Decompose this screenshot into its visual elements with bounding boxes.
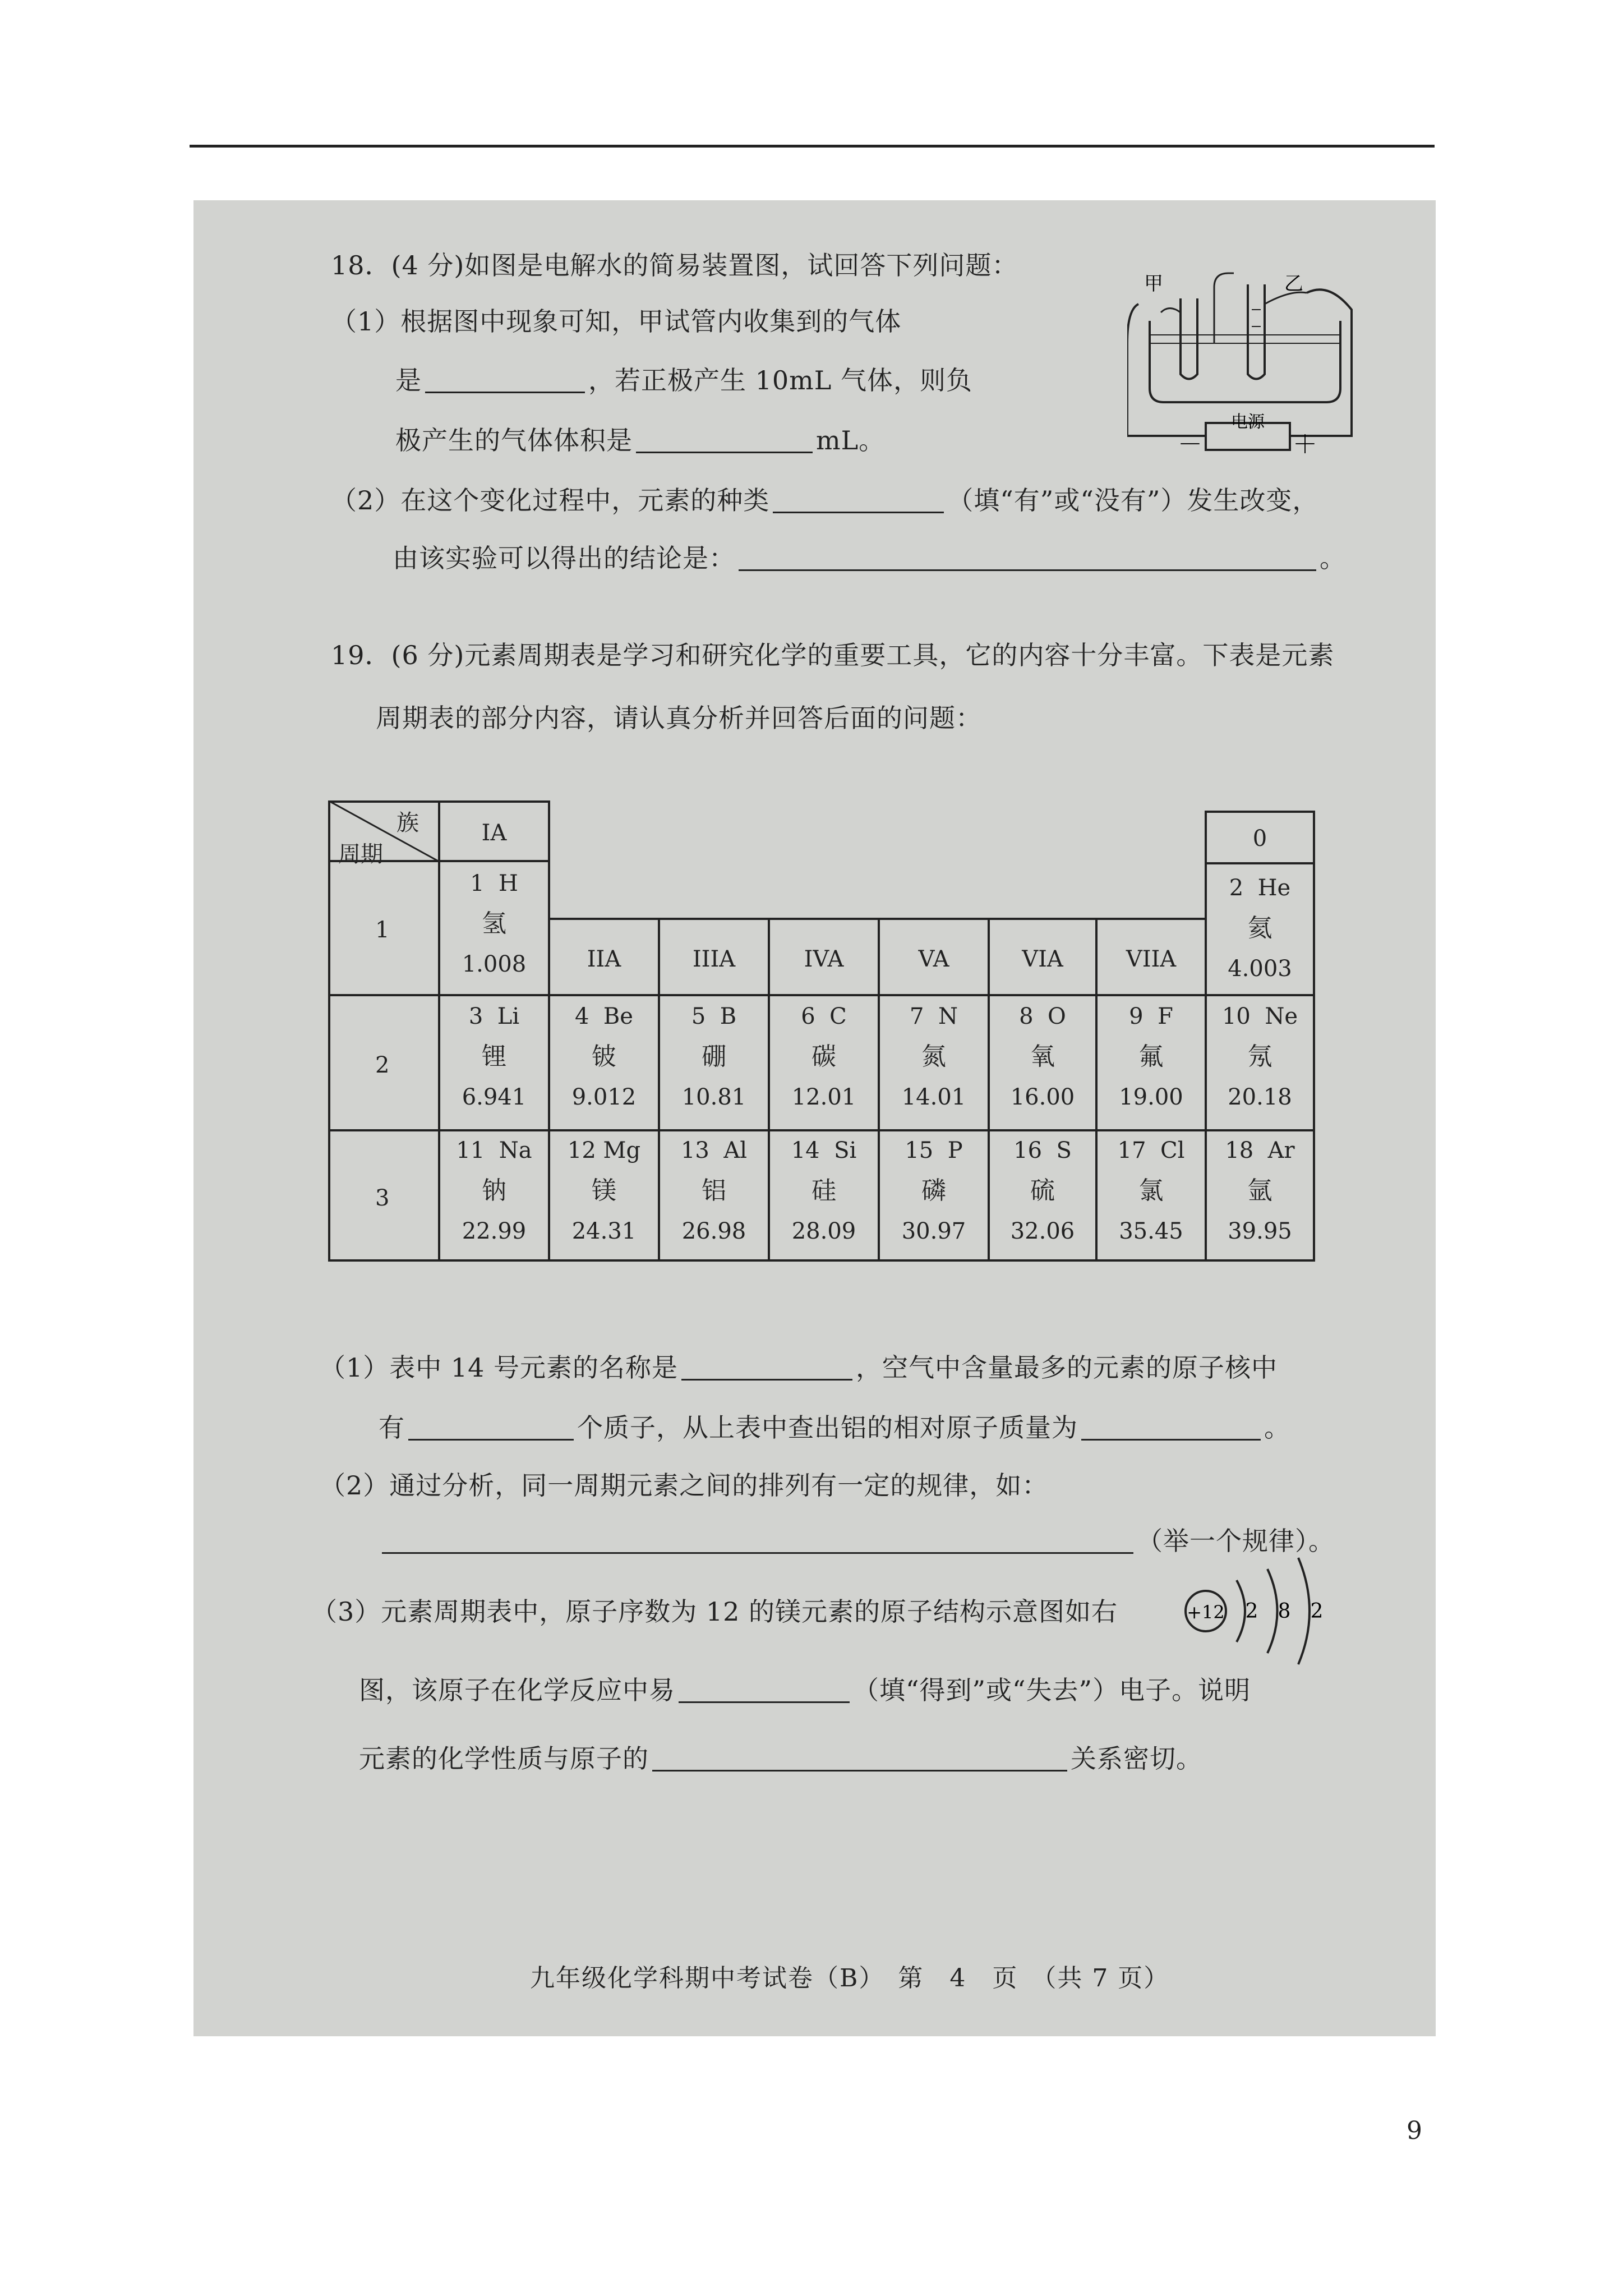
- element-ne-name: 氖: [1247, 1042, 1272, 1071]
- element-p-mass: 30.97: [901, 1218, 966, 1244]
- label-yi: 乙: [1284, 273, 1303, 295]
- element-be-name: 铍: [592, 1042, 616, 1071]
- element-n-number-symbol: 7 N: [910, 1004, 958, 1029]
- element-cell-h: [438, 860, 550, 996]
- element-na-name: 钠: [482, 1176, 506, 1205]
- group-header-va-cell: [878, 918, 990, 996]
- corner-group-label: 族: [396, 810, 419, 836]
- element-al-mass: 26.98: [681, 1218, 746, 1244]
- element-s-name: 硫: [1030, 1176, 1055, 1205]
- element-cell-f: [1095, 994, 1207, 1131]
- element-cell-cl: [1095, 1129, 1207, 1262]
- scanned-page-photo: [193, 200, 1436, 2036]
- element-b-mass: 10.81: [681, 1084, 746, 1110]
- element-he-name: 氦: [1247, 914, 1272, 942]
- q18-blank-element[interactable]: [773, 489, 944, 513]
- q19-s1-line2-c: 。: [1264, 1412, 1290, 1443]
- element-cell-ne: [1205, 994, 1315, 1131]
- period-1-label: 1: [375, 917, 390, 943]
- group-header-va: VA: [918, 946, 949, 972]
- q19-s1-line1-a: （1）表中 14 号元素的名称是: [320, 1352, 679, 1383]
- q19-blank-electron[interactable]: [679, 1679, 850, 1703]
- periodic-table: [328, 800, 1315, 1266]
- group-header-via: VIA: [1022, 946, 1063, 972]
- label-power: 电源: [1231, 412, 1265, 432]
- element-he-number-symbol: 2 He: [1229, 875, 1291, 901]
- group-header-ia: IA: [481, 820, 507, 846]
- element-si-name: 硅: [811, 1176, 836, 1205]
- element-c-mass: 12.01: [791, 1084, 856, 1110]
- q19-blank-structure[interactable]: [652, 1747, 1067, 1772]
- element-cell-o: [988, 994, 1098, 1131]
- q19-s2-line1: （2）通过分析，同一周期元素之间的排列有一定的规律，如：: [320, 1470, 1049, 1501]
- label-jia: 甲: [1144, 273, 1163, 295]
- element-cell-be: [548, 994, 660, 1131]
- element-ne-number-symbol: 10 Ne: [1221, 1004, 1298, 1029]
- element-s-number-symbol: 16 S: [1013, 1138, 1072, 1163]
- q18-p2-line2-b: 。: [1320, 543, 1346, 573]
- group-header-iia-cell: [548, 918, 660, 996]
- group-header-iia: IIA: [587, 946, 621, 972]
- atom-shell-1-count: 2: [1245, 1600, 1258, 1623]
- group-header-ia-cell: [438, 800, 550, 862]
- element-ne-mass: 20.18: [1228, 1084, 1292, 1110]
- element-al-name: 铝: [702, 1176, 726, 1205]
- q19-blank-element-name[interactable]: [681, 1356, 852, 1381]
- q18-p2-line1-a: （2）在这个变化过程中，元素的种类: [331, 485, 770, 516]
- group-header-iva-cell: [768, 918, 880, 996]
- q19-s1-line2: [379, 1412, 1290, 1443]
- q18-p1-line1: （1）根据图中现象可知，甲试管内收集到的气体: [331, 306, 902, 337]
- element-h-mass: 1.008: [462, 951, 527, 977]
- q19-s3-line2: [359, 1677, 1251, 1703]
- element-cell-al: [658, 1129, 770, 1262]
- q18-stem: 18．(4 分)如图是电解水的简易装置图，试回答下列问题：: [331, 250, 1018, 280]
- header-rule: [190, 145, 1435, 148]
- element-he-mass: 4.003: [1228, 956, 1292, 982]
- atom-shell-3-count: 2: [1310, 1600, 1324, 1623]
- period-1-label-cell: [328, 860, 440, 996]
- element-si-mass: 28.09: [791, 1218, 856, 1244]
- element-o-mass: 16.00: [1010, 1084, 1075, 1110]
- q18-blank-conclusion[interactable]: [739, 547, 1316, 571]
- corner-period-label: 周期: [338, 841, 383, 867]
- q19-blank-rule[interactable]: [382, 1530, 1133, 1554]
- element-cell-n: [878, 994, 990, 1131]
- element-cl-number-symbol: 17 Cl: [1117, 1138, 1185, 1163]
- page-footer: 九年级化学科期中考试卷（B） 第 4 页 （共 7 页）: [530, 1964, 1170, 1993]
- electrolysis-apparatus-figure: [1127, 259, 1363, 467]
- element-f-name: 氟: [1138, 1042, 1164, 1071]
- q18-blank-gas[interactable]: [425, 369, 585, 393]
- atom-shell-2-count: 8: [1278, 1600, 1291, 1623]
- element-si-number-symbol: 14 Si: [791, 1138, 857, 1163]
- q19-s3-line3: [359, 1743, 1202, 1774]
- element-cell-p: [878, 1129, 990, 1262]
- element-b-number-symbol: 5 B: [691, 1004, 737, 1029]
- group-header-viia: VIIA: [1126, 946, 1177, 972]
- element-c-number-symbol: 6 C: [801, 1004, 847, 1029]
- element-p-number-symbol: 15 P: [905, 1138, 963, 1163]
- element-na-mass: 22.99: [462, 1218, 527, 1244]
- group-header-iva: IVA: [804, 946, 844, 972]
- q18-p2-line2: [393, 545, 1346, 571]
- element-cell-na: [438, 1129, 550, 1262]
- element-f-number-symbol: 9 F: [1129, 1004, 1173, 1029]
- element-cell-li: [438, 994, 550, 1131]
- element-h-number-symbol: 1 H: [470, 871, 518, 896]
- q19-blank-al-mass[interactable]: [1081, 1416, 1261, 1441]
- group-header-0-cell: [1205, 811, 1315, 864]
- q19-s3-line2-b: （填“得到”或“失去”）电子。说明: [853, 1675, 1251, 1705]
- group-header-iiia: IIIA: [692, 946, 736, 972]
- element-be-mass: 9.012: [571, 1084, 637, 1110]
- element-al-number-symbol: 13 Al: [680, 1138, 748, 1163]
- element-cl-name: 氯: [1138, 1176, 1164, 1205]
- q18-p1-line3: [395, 427, 885, 453]
- element-o-number-symbol: 8 O: [1019, 1004, 1066, 1029]
- q19-s1-line1: [320, 1352, 1278, 1383]
- element-ar-mass: 39.95: [1228, 1218, 1292, 1244]
- element-ar-number-symbol: 18 Ar: [1225, 1138, 1295, 1163]
- element-cell-he: [1205, 862, 1315, 996]
- element-mg-name: 镁: [592, 1176, 616, 1205]
- element-mg-number-symbol: 12 Mg: [567, 1138, 641, 1163]
- element-o-name: 氧: [1030, 1042, 1055, 1071]
- element-s-mass: 32.06: [1010, 1218, 1075, 1244]
- period-3-label-cell: [328, 1129, 440, 1262]
- group-header-viia-cell: [1095, 918, 1207, 996]
- element-cell-si: [768, 1129, 880, 1262]
- q18-p2-line2-a: 由该实验可以得出的结论是：: [393, 543, 735, 573]
- table-corner-cell: [328, 800, 440, 867]
- element-mg-mass: 24.31: [571, 1218, 637, 1244]
- element-n-name: 氮: [921, 1042, 946, 1071]
- q18-blank-volume[interactable]: [636, 429, 813, 453]
- mg-atom-structure-diagram: [1183, 1555, 1329, 1667]
- element-cell-mg: [548, 1129, 660, 1262]
- q18-p1-line2: [395, 367, 972, 393]
- minus-sign: －: [1178, 430, 1202, 459]
- q19-s2-line2-b: （举一个规律）。: [1137, 1526, 1335, 1556]
- element-f-mass: 19.00: [1119, 1084, 1183, 1110]
- atom-nucleus-label: +12: [1187, 1602, 1225, 1623]
- element-ar-name: 氩: [1247, 1176, 1272, 1205]
- element-b-name: 硼: [702, 1042, 726, 1071]
- q19-stem-line1: 19．(6 分)元素周期表是学习和研究化学的重要工具，它的内容十分丰富。下表是元素: [331, 640, 1335, 670]
- q19-s3-line3-b: 关系密切。: [1071, 1743, 1202, 1774]
- element-li-mass: 6.941: [462, 1084, 527, 1110]
- element-cell-ar: [1205, 1129, 1315, 1262]
- group-header-via-cell: [988, 918, 1098, 996]
- q18-p2-line1-b: （填“有”或“没有”）发生改变，: [947, 485, 1319, 516]
- q19-s1-line1-b: ，空气中含量最多的元素的原子核中: [856, 1352, 1278, 1383]
- element-be-number-symbol: 4 Be: [575, 1004, 633, 1029]
- element-cell-s: [988, 1129, 1098, 1262]
- q19-s1-line2-a: 有: [379, 1412, 405, 1443]
- q18-p1-line3-b: mL。: [816, 425, 886, 455]
- element-n-mass: 14.01: [901, 1084, 966, 1110]
- group-header-0: 0: [1252, 826, 1267, 852]
- element-li-number-symbol: 3 Li: [468, 1004, 520, 1029]
- q19-s1-line2-b: 个质子，从上表中查出铝的相对原子质量为: [577, 1412, 1078, 1443]
- period-2-label-cell: [328, 994, 440, 1131]
- element-cell-c: [768, 994, 880, 1131]
- period-2-label: 2: [375, 1052, 390, 1078]
- q18-p2-line1: [331, 485, 1319, 516]
- element-h-name: 氢: [482, 909, 506, 938]
- element-cell-b: [658, 994, 770, 1131]
- element-li-name: 锂: [482, 1042, 506, 1071]
- q19-blank-protons[interactable]: [408, 1416, 574, 1441]
- period-3-label: 3: [375, 1185, 390, 1211]
- plus-sign: ＋: [1293, 430, 1317, 459]
- element-cl-mass: 35.45: [1119, 1218, 1183, 1244]
- element-p-name: 磷: [921, 1176, 946, 1205]
- element-c-name: 碳: [811, 1042, 836, 1071]
- q19-s3-line3-a: 元素的化学性质与原子的: [359, 1743, 649, 1774]
- element-na-number-symbol: 11 Na: [456, 1138, 532, 1163]
- q18-p1-line2-b: ，若正极产生 10mL 气体，则负: [588, 365, 972, 395]
- q19-s3-line2-a: 图，该原子在化学反应中易: [359, 1675, 675, 1705]
- q18-p1-line2-a: 是: [395, 365, 422, 395]
- q19-s2-line2: [379, 1528, 1335, 1554]
- q19-stem-line2: 周期表的部分内容，请认真分析并回答后面的问题：: [376, 703, 982, 733]
- q19-s3-line1: （3）元素周期表中，原子序数为 12 的镁元素的原子结构示意图如右: [311, 1596, 1118, 1627]
- q18-p1-line3-a: 极产生的气体体积是: [395, 425, 633, 455]
- page-number: 9: [1407, 2116, 1422, 2145]
- group-header-iiia-cell: [658, 918, 770, 996]
